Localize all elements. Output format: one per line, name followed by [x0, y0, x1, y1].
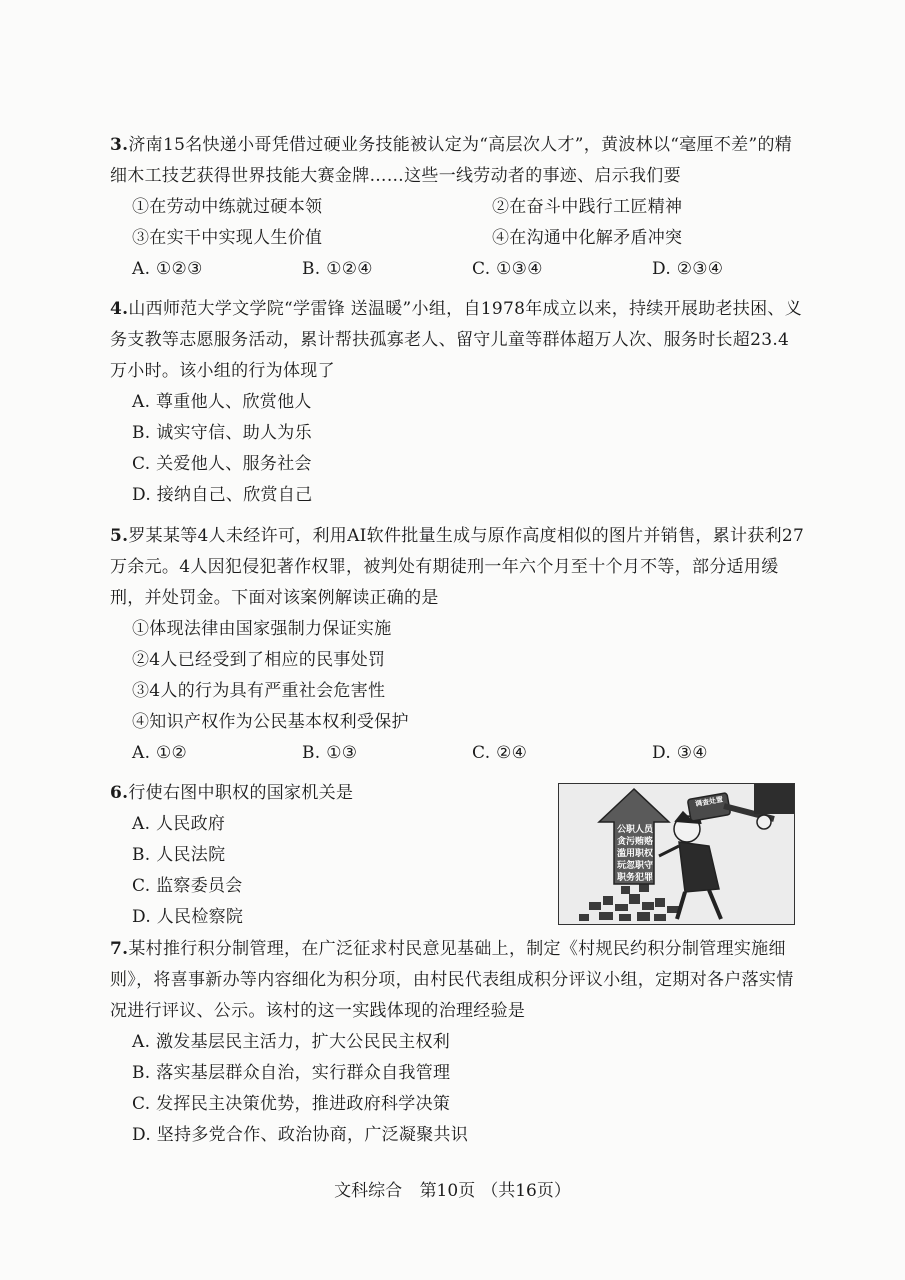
q6-cartoon-svg — [559, 784, 794, 924]
question-3-text: 济南15名快递小哥凭借过硬业务技能被认定为“高层次人才”，黄波林以“毫厘不差”的精细木工技艺获得世界技能大赛金牌……这些一线劳动者的事迹、启示我们要 — [110, 135, 793, 186]
q3-option-a[interactable]: A. ①②③ — [132, 259, 203, 279]
q6-option-b[interactable]: B. 人民法院 — [132, 845, 226, 865]
question-3-items — [110, 192, 805, 254]
q6-option-a[interactable]: A. 人民政府 — [132, 814, 226, 834]
question-7-text: 某村推行积分制管理，在广泛征求村民意见基础上，制定《村规民约积分制管理实施细则》，将喜事新办等内容细化为积分项，由村民代表组成积分评议小组，定期对各户落实情况进行评议、公示。该村的这一实践体现的治理经验是 — [110, 939, 794, 1021]
q5-option-b[interactable]: B. ①③ — [302, 743, 358, 763]
q5-option-d[interactable]: D. ③④ — [652, 743, 708, 763]
page-footer — [0, 1176, 905, 1201]
arrow-label-5: 职务犯罪 — [617, 873, 654, 883]
question-3-number: 3. — [110, 135, 129, 155]
question-3 — [110, 130, 805, 285]
q7-option-b[interactable]: B. 落实基层群众自治，实行群众自我管理 — [132, 1063, 451, 1083]
arrow-labels — [616, 823, 654, 883]
question-4-number: 4. — [110, 299, 129, 319]
arrow-label-2: 贪污贿赂 — [617, 837, 654, 847]
footer-page-number: 第10页 — [419, 1181, 476, 1201]
question-5-options — [110, 738, 805, 769]
arrow-label-1: 公职人员 — [617, 825, 654, 835]
footer-subject: 文科综合 — [334, 1181, 403, 1201]
q7-option-c[interactable]: C. 发挥民主决策优势，推进政府科学决策 — [132, 1094, 451, 1114]
footer-total-pages: （共16页） — [481, 1181, 571, 1201]
hammer-label: 调查处置 — [694, 795, 724, 809]
q3-item-3: ③在实干中实现人生价值 — [132, 228, 323, 248]
q7-option-d[interactable]: D. 坚持多党合作、政治协商，广泛凝聚共识 — [132, 1125, 469, 1145]
q6-cartoon-figure — [558, 783, 795, 925]
question-6-text: 行使右图中职权的国家机关是 — [128, 783, 354, 803]
q3-item-2: ②在奋斗中践行工匠精神 — [492, 197, 683, 217]
q5-item-1: ①体现法律由国家强制力保证实施 — [132, 619, 392, 639]
q6-option-d[interactable]: D. 人民检察院 — [132, 907, 244, 927]
question-4-text: 山西师范大学文学院“学雷锋 送温暖”小组，自1978年成立以来，持续开展助老扶困、义务支教等志愿服务活动，累计帮扶孤寡老人、留守儿童等群体超万人次、服务时长超23.4万小时。该小组的行为体现了 — [110, 299, 803, 381]
q4-option-c[interactable]: C. 关爱他人、服务社会 — [132, 454, 312, 474]
question-6 — [110, 778, 545, 933]
q7-option-a[interactable]: A. 激发基层民主活力，扩大公民民主权利 — [132, 1032, 451, 1052]
question-7-number: 7. — [110, 939, 129, 959]
q6-option-c[interactable]: C. 监察委员会 — [132, 876, 243, 896]
question-5-number: 5. — [110, 526, 129, 546]
q3-option-d[interactable]: D. ②③④ — [652, 259, 724, 279]
q4-option-d[interactable]: D. 接纳自己、欣赏自己 — [132, 485, 313, 505]
q3-option-c[interactable]: C. ①③④ — [472, 259, 543, 279]
q5-item-4: ④知识产权作为公民基本权利受保护 — [132, 712, 409, 732]
q4-option-a[interactable]: A. 尊重他人、欣赏他人 — [132, 392, 312, 412]
question-5 — [110, 521, 805, 769]
question-5-stem — [110, 521, 805, 614]
arrow-label-4: 玩忽职守 — [617, 861, 654, 871]
question-6-stem — [110, 778, 545, 809]
q4-option-b[interactable]: B. 诚实守信、助人为乐 — [132, 423, 312, 443]
q3-option-b[interactable]: B. ①②④ — [302, 259, 373, 279]
q3-item-4: ④在沟通中化解矛盾冲突 — [492, 228, 683, 248]
question-6-number: 6. — [110, 783, 129, 803]
question-4 — [110, 294, 805, 511]
q5-item-3: ③4人的行为具有严重社会危害性 — [132, 681, 386, 701]
q3-item-1: ①在劳动中练就过硬本领 — [132, 197, 323, 217]
question-3-options — [110, 254, 805, 285]
q5-option-c[interactable]: C. ②④ — [472, 743, 528, 763]
question-4-stem — [110, 294, 805, 387]
q5-option-a[interactable]: A. ①② — [132, 743, 188, 763]
q5-item-2: ②4人已经受到了相应的民事处罚 — [132, 650, 386, 670]
question-7-stem — [110, 934, 805, 1027]
question-3-stem — [110, 130, 805, 192]
arrow-label-3: 滥用职权 — [617, 849, 654, 859]
question-7 — [110, 934, 805, 1151]
question-5-text: 罗某某等4人未经许可，利用AI软件批量生成与原作高度相似的图片并销售，累计获利27万余元。4人因犯侵犯著作权罪，被判处有期徒刑一年六个月至十个月不等，部分适用缓刑，并处罚金。下面对该案例解读正确的是 — [110, 526, 805, 608]
